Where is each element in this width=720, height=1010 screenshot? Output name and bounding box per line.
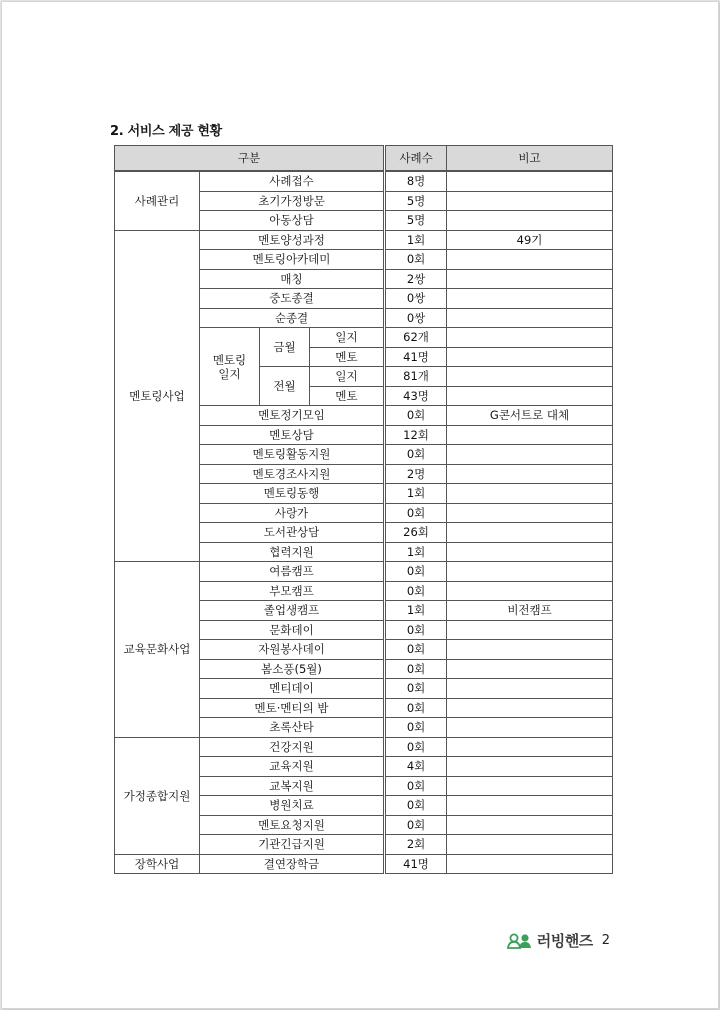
header-count: 사례수: [385, 146, 447, 172]
item-name: 멘티데이: [200, 679, 385, 699]
item-name: 일지: [310, 328, 385, 348]
count-cell: 0회: [385, 815, 447, 835]
note-cell: [447, 776, 613, 796]
item-name: 아동상담: [200, 211, 385, 231]
count-cell: 0회: [385, 640, 447, 660]
item-name: 멘토링동행: [200, 484, 385, 504]
note-cell: [447, 640, 613, 660]
note-cell: [447, 445, 613, 465]
item-name: 병원치료: [200, 796, 385, 816]
note-cell: [447, 581, 613, 601]
item-name: 일지: [310, 367, 385, 387]
group-label: 사례관리: [115, 171, 200, 230]
item-name: 멘토링아카데미: [200, 250, 385, 270]
item-name: 여름캠프: [200, 562, 385, 582]
item-name: 멘토링활동지원: [200, 445, 385, 465]
item-name: 교육지원: [200, 757, 385, 777]
count-cell: 0회: [385, 698, 447, 718]
group-label: 가정종합지원: [115, 737, 200, 854]
item-name: 봄소풍(5월): [200, 659, 385, 679]
group-label: 장학사업: [115, 854, 200, 874]
note-cell: [447, 503, 613, 523]
item-name: 중도종결: [200, 289, 385, 309]
count-cell: 0회: [385, 581, 447, 601]
item-name: 매칭: [200, 269, 385, 289]
count-cell: 0회: [385, 737, 447, 757]
item-name: 순종결: [200, 308, 385, 328]
count-cell: 0회: [385, 776, 447, 796]
item-name: 멘토양성과정: [200, 230, 385, 250]
footer: [506, 930, 610, 951]
note-cell: [447, 484, 613, 504]
count-cell: 0회: [385, 445, 447, 465]
item-name: 멘토정기모임: [200, 406, 385, 426]
note-cell: [447, 679, 613, 699]
note-cell: [447, 191, 613, 211]
count-cell: 4회: [385, 757, 447, 777]
note-cell: [447, 289, 613, 309]
header-category: 구분: [115, 146, 385, 172]
note-cell: [447, 796, 613, 816]
item-name: 부모캠프: [200, 581, 385, 601]
note-cell: [447, 698, 613, 718]
note-cell: [447, 347, 613, 367]
count-cell: 0회: [385, 503, 447, 523]
group-label: 멘토링사업: [115, 230, 200, 562]
count-cell: 12회: [385, 425, 447, 445]
count-cell: 5명: [385, 211, 447, 231]
item-name: 사랑가: [200, 503, 385, 523]
count-cell: 62개: [385, 328, 447, 348]
service-status-table: [114, 145, 613, 874]
count-cell: 0회: [385, 718, 447, 738]
item-name: 협력지원: [200, 542, 385, 562]
item-name: 결연장학금: [200, 854, 385, 874]
note-cell: [447, 308, 613, 328]
item-name: 멘토상담: [200, 425, 385, 445]
count-cell: 43명: [385, 386, 447, 406]
note-cell: 비전캠프: [447, 601, 613, 621]
note-cell: [447, 620, 613, 640]
item-name: 초기가정방문: [200, 191, 385, 211]
table-row: [115, 854, 613, 874]
count-cell: 0회: [385, 620, 447, 640]
item-name: 졸업생캠프: [200, 601, 385, 621]
note-cell: [447, 250, 613, 270]
count-cell: 0회: [385, 562, 447, 582]
note-cell: [447, 269, 613, 289]
journal-label: 멘토링 일지: [200, 328, 260, 406]
note-cell: 49기: [447, 230, 613, 250]
count-cell: 0회: [385, 796, 447, 816]
item-name: 초록산타: [200, 718, 385, 738]
item-name: 기관긴급지원: [200, 835, 385, 855]
note-cell: [447, 835, 613, 855]
count-cell: 0회: [385, 406, 447, 426]
note-cell: [447, 425, 613, 445]
count-cell: 8명: [385, 171, 447, 191]
period-label: 전월: [260, 367, 310, 406]
count-cell: 1회: [385, 542, 447, 562]
note-cell: [447, 718, 613, 738]
item-name: 건강지원: [200, 737, 385, 757]
note-cell: [447, 171, 613, 191]
table-row: [115, 230, 613, 250]
note-cell: [447, 464, 613, 484]
item-name: 자원봉사데이: [200, 640, 385, 660]
note-cell: [447, 659, 613, 679]
group-label: 교육문화사업: [115, 562, 200, 738]
item-name: 문화데이: [200, 620, 385, 640]
note-cell: [447, 211, 613, 231]
count-cell: 2명: [385, 464, 447, 484]
note-cell: [447, 542, 613, 562]
item-name: 멘토경조사지원: [200, 464, 385, 484]
item-name: 멘토요청지원: [200, 815, 385, 835]
section-title: 2. 서비스 제공 현황: [110, 124, 222, 139]
note-cell: [447, 367, 613, 387]
count-cell: 0회: [385, 679, 447, 699]
note-cell: [447, 523, 613, 543]
table-row: [115, 562, 613, 582]
count-cell: 0쌍: [385, 308, 447, 328]
item-name: 교복지원: [200, 776, 385, 796]
count-cell: 2쌍: [385, 269, 447, 289]
count-cell: 1회: [385, 230, 447, 250]
item-name: 도서관상담: [200, 523, 385, 543]
table-row: [115, 737, 613, 757]
logo-text: 러빙핸즈: [536, 932, 593, 950]
document-page: [1, 1, 719, 1009]
count-cell: 2회: [385, 835, 447, 855]
item-name: 멘토·멘티의 밤: [200, 698, 385, 718]
note-cell: [447, 854, 613, 874]
note-cell: [447, 386, 613, 406]
period-label: 금월: [260, 328, 310, 367]
header-note: 비고: [447, 146, 613, 172]
table-header-row: [115, 146, 613, 172]
page-number: 2: [601, 933, 610, 948]
count-cell: 0쌍: [385, 289, 447, 309]
two-figures-logo-icon: [506, 933, 534, 949]
item-name: 사례접수: [200, 171, 385, 191]
note-cell: [447, 757, 613, 777]
count-cell: 0회: [385, 659, 447, 679]
count-cell: 1회: [385, 484, 447, 504]
note-cell: [447, 815, 613, 835]
item-name: 멘토: [310, 347, 385, 367]
count-cell: 81개: [385, 367, 447, 387]
table-row: [115, 171, 613, 191]
note-cell: [447, 328, 613, 348]
item-name: 멘토: [310, 386, 385, 406]
note-cell: G콘서트로 대체: [447, 406, 613, 426]
count-cell: 41명: [385, 347, 447, 367]
count-cell: 0회: [385, 250, 447, 270]
count-cell: 5명: [385, 191, 447, 211]
note-cell: [447, 737, 613, 757]
count-cell: 41명: [385, 854, 447, 874]
note-cell: [447, 562, 613, 582]
count-cell: 1회: [385, 601, 447, 621]
count-cell: 26회: [385, 523, 447, 543]
